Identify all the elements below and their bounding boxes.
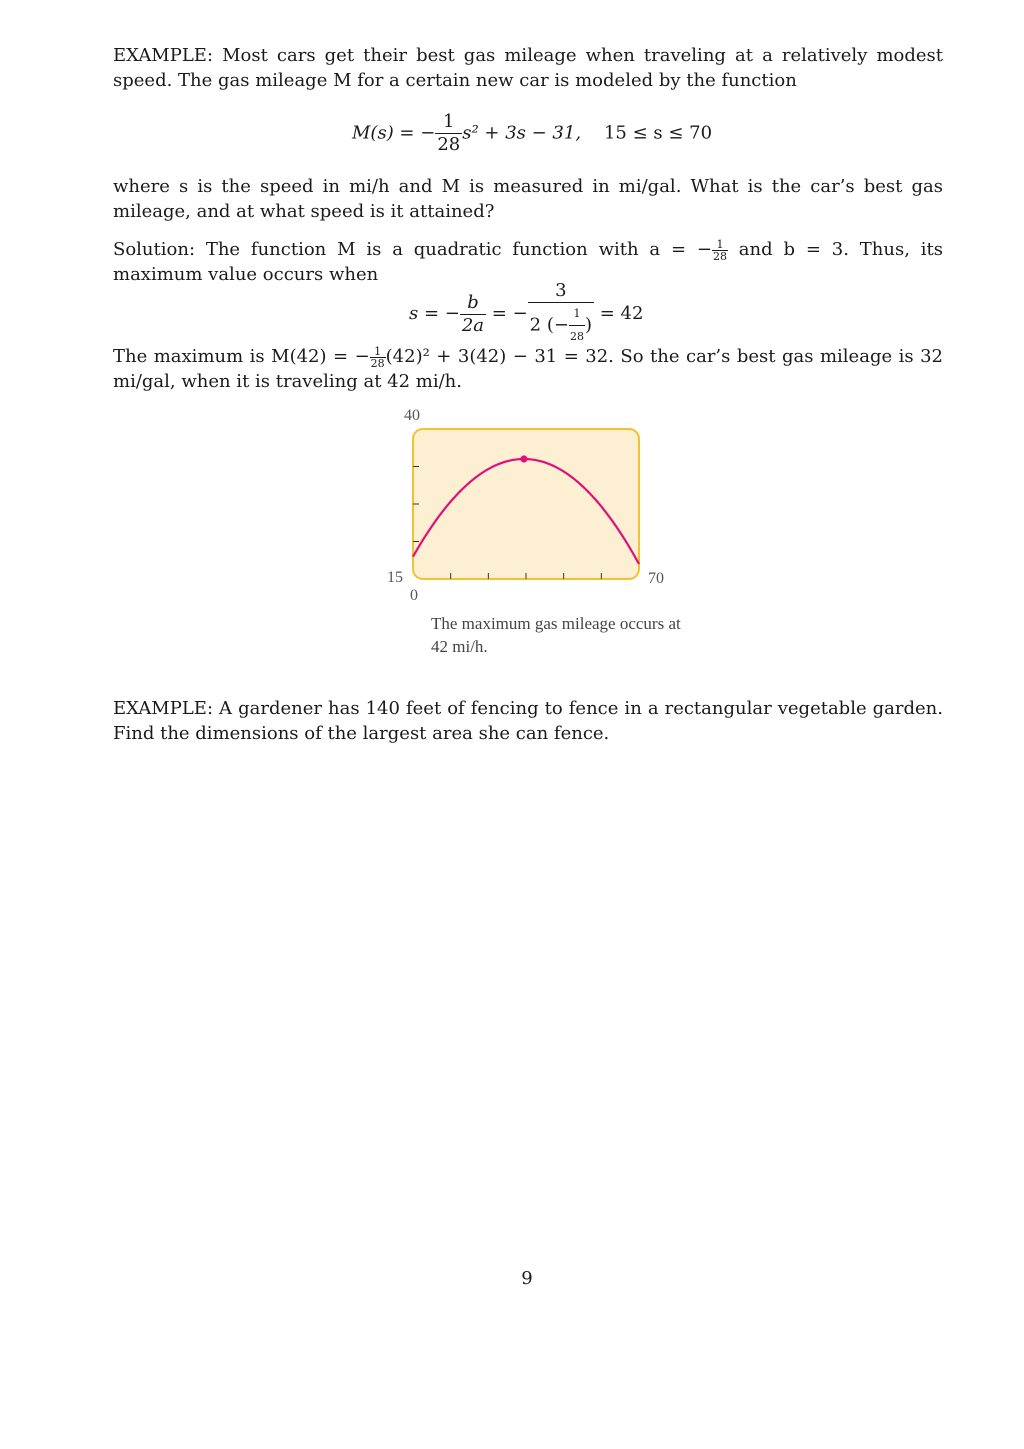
example1-intro: EXAMPLE: Most cars get their best gas mileage when traveling at a relatively modest speed. The gas mileage M for a certain new car is modeled by the function — [113, 45, 943, 91]
x-tick-label-right: 70 — [648, 570, 664, 587]
solution-text-b: and b = 3. Thus, its maximum value occurs when — [113, 239, 943, 285]
vertex-den-2-post: ) — [584, 314, 592, 336]
vertex-lhs: s = − — [409, 303, 460, 324]
vertex-den-1: 2a — [461, 314, 485, 336]
mileage-equation — [352, 111, 712, 156]
equation-rhs: s² + 3s − 31, — [462, 122, 582, 144]
vertex-equation — [409, 280, 643, 348]
vertex-den-2 — [528, 303, 594, 348]
vertex-fraction-2 — [528, 280, 594, 348]
maximum-text-b: (42)² + 3(42) − 31 = 32. So the car’s best gas mileage is 32 mi/gal, when it is traveling at 42 mi/h. — [113, 346, 943, 392]
maximum-text-a: The maximum is M(42) = − — [113, 346, 370, 367]
x-tick-label-left: 15 — [387, 569, 403, 586]
vertex-den-2-pre: 2 (− — [529, 314, 569, 336]
page-number: 9 — [521, 1268, 533, 1289]
equation-fraction — [435, 111, 462, 156]
y-tick-label-top: 40 — [404, 407, 420, 424]
maximum-fraction-num: 1 — [370, 346, 386, 358]
vertex-result: = 42 — [599, 303, 644, 324]
maximum-paragraph — [113, 344, 943, 394]
plot-background — [413, 429, 639, 579]
vertex-den-2-fden: 28 — [569, 330, 584, 343]
equation-numerator: 1 — [435, 111, 462, 134]
mileage-chart — [380, 400, 700, 610]
y-tick-label-bottom: 0 — [410, 587, 418, 604]
equation-lhs: M(s) = − — [352, 122, 436, 144]
vertex-den-2-fnum: 1 — [569, 303, 585, 326]
vertex-num-2: 3 — [528, 280, 594, 303]
vertex-fraction-1 — [460, 292, 486, 337]
vertex-den-2-fraction — [569, 303, 585, 348]
solution-fraction-den: 28 — [712, 249, 727, 263]
solution-fraction-num: 1 — [712, 239, 728, 251]
vertex-num-1: b — [460, 292, 486, 315]
solution-fraction — [712, 239, 728, 262]
example1-question: where s is the speed in mi/h and M is measured in mi/gal. What is the car’s best gas mileage, and at what speed is it attained? — [113, 176, 943, 222]
figure-caption: The maximum gas mileage occurs at 42 mi/h. — [431, 614, 681, 656]
vertex-mid: = − — [491, 303, 528, 324]
maximum-fraction-den: 28 — [370, 356, 385, 370]
maximum-fraction — [370, 346, 386, 369]
equation-denominator: 28 — [437, 134, 461, 155]
maximum-point — [520, 455, 527, 462]
equation-domain: 15 ≤ s ≤ 70 — [603, 122, 713, 144]
solution-text-a: Solution: The function M is a quadratic function with a = − — [113, 239, 712, 260]
example2-text: EXAMPLE: A gardener has 140 feet of fencing to fence in a rectangular vegetable garden. Find the dimensions of the largest area she can fence. — [113, 698, 943, 744]
